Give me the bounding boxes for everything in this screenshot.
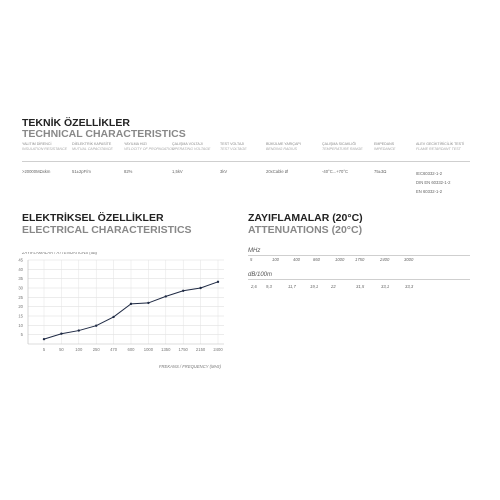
x-tick-label: 600 xyxy=(127,347,135,352)
tech-col-tr: YALITIM DİRENCİ xyxy=(22,142,52,146)
att-label: dB/100m xyxy=(248,272,273,278)
x-tick-label: 1000 xyxy=(143,347,154,352)
data-point xyxy=(78,329,80,331)
tech-col-5 xyxy=(266,142,301,151)
freq-value: 400 xyxy=(293,257,300,262)
data-point xyxy=(182,290,184,292)
tech-col-6 xyxy=(322,142,363,151)
tech-value-1: 51±2pF/m xyxy=(72,169,91,174)
tech-col-4 xyxy=(220,142,247,151)
data-point xyxy=(165,295,167,297)
tech-col-tr: EMPEDANS xyxy=(374,142,395,146)
tech-col-tr: ÇALIŞMA SICAKLIĞI xyxy=(322,142,357,146)
tech-col-tr: BÜKÜLME YARIÇAPI xyxy=(266,142,301,146)
tech-col-en: INSULATION RESISTANCE xyxy=(22,146,67,151)
attenuation-title-en: ATTENUATIONS (20°C) xyxy=(248,224,363,236)
att-row xyxy=(248,283,470,292)
technical-table-header xyxy=(22,140,470,162)
tech-col-8 xyxy=(416,142,464,151)
freq-value: 3000 xyxy=(404,257,414,262)
tech-col-3 xyxy=(172,142,210,151)
tech-col-0 xyxy=(22,142,67,151)
y-tick-label: 40 xyxy=(18,266,23,272)
att-value: 33,1 xyxy=(381,284,390,289)
freq-label: MHz xyxy=(248,248,261,254)
tech-col-en: VELOCITY OF PROPAGATION xyxy=(124,146,175,151)
tech-col-tr: TEST VOLTAJI xyxy=(220,142,245,146)
y-tick-label: 35 xyxy=(18,276,23,282)
data-point xyxy=(112,316,114,318)
tech-value-2: 82% xyxy=(124,169,133,174)
freq-value: 1750 xyxy=(355,257,365,262)
att-value: 19,1 xyxy=(310,284,319,289)
att-value: 2,6 xyxy=(251,284,257,289)
x-tick-label: 470 xyxy=(110,347,118,352)
x-tick-label: 2400 xyxy=(213,347,223,352)
data-point xyxy=(60,333,62,335)
freq-value: 1000 xyxy=(335,257,345,262)
tech-col-en: BENDING RADIUS xyxy=(266,146,297,151)
chart-y-ticks xyxy=(18,258,23,338)
data-point xyxy=(95,325,97,327)
x-tick-label: 2150 xyxy=(195,347,206,352)
tech-col-1 xyxy=(72,142,113,151)
chart-ylabel: ZAYIFLAMALAR / ATTENUATIONS (dB) xyxy=(22,252,98,255)
att-value: 22 xyxy=(331,284,336,289)
tech-col-en: FLAME RETARDANT TEST xyxy=(416,146,461,151)
freq-value: 5 xyxy=(250,257,253,262)
tech-col-2 xyxy=(124,142,174,151)
tech-value-6: -40°C...+70°C xyxy=(322,169,349,174)
x-tick-label: 1350 xyxy=(161,347,171,352)
technical-table-row xyxy=(22,162,470,192)
y-tick-label: 25 xyxy=(18,294,23,300)
tech-value-4: 3kV xyxy=(220,169,228,174)
x-tick-label: 5 xyxy=(42,347,46,352)
tech-value-8: IEC60332-1-2 DIN EN 60332-1-2 EN 60332-1-2 xyxy=(416,171,451,194)
x-tick-label: 1750 xyxy=(178,347,188,352)
att-value: 33,3 xyxy=(405,284,414,289)
att-divider xyxy=(248,279,470,280)
tech-col-en: OPERATING VOLTAGE xyxy=(172,146,211,151)
x-tick-label: 250 xyxy=(92,347,100,352)
data-point xyxy=(147,302,149,304)
freq-value: 2400 xyxy=(380,257,390,262)
electrical-title-en: ELECTRICAL CHARACTERISTICS xyxy=(22,224,192,236)
tech-value-5: 20xCable Ø xyxy=(266,169,289,174)
y-tick-label: 5 xyxy=(20,332,23,338)
freq-value: 100 xyxy=(272,257,279,262)
tech-col-tr: DİELEKTRİK KAPASİTE xyxy=(72,142,112,146)
chart-grid xyxy=(28,260,224,344)
technical-title-tr: TEKNİK ÖZELLİKLER xyxy=(22,117,130,129)
freq-value: 860 xyxy=(313,257,320,262)
y-tick-label: 20 xyxy=(18,304,23,310)
tech-col-tr: ÇALIŞMA VOLTAJI xyxy=(172,142,203,146)
technical-table xyxy=(22,140,470,192)
y-tick-label: 10 xyxy=(18,322,23,328)
att-value: 11,7 xyxy=(288,284,296,289)
attenuation-chart xyxy=(14,252,236,370)
y-tick-label: 30 xyxy=(18,285,23,291)
freq-row xyxy=(248,256,470,265)
tech-col-tr: ALEV GECİKTİRİCİLİK TESTİ xyxy=(416,142,465,146)
data-point xyxy=(43,338,45,340)
tech-value-0: >20000MΩxkm xyxy=(22,169,51,174)
tech-col-tr: YAYILMA HIZI xyxy=(124,142,147,146)
x-tick-label: 100 xyxy=(75,347,83,352)
y-tick-label: 15 xyxy=(18,313,23,319)
tech-col-en: IMPEDANCE xyxy=(374,146,396,151)
att-value: 9,3 xyxy=(266,284,272,289)
att-value: 31,5 xyxy=(356,284,365,289)
data-point xyxy=(130,303,132,305)
chart-xlabel: FREKANS / FREQUENCY (MHz) xyxy=(158,364,222,369)
tech-col-en: MUTUAL CAPACITANCE xyxy=(72,146,113,151)
tech-col-en: TEST VOLTAGE xyxy=(220,146,247,151)
tech-value-7: 75±3Ω xyxy=(374,169,387,174)
tech-col-7 xyxy=(374,142,395,151)
chart-x-ticks xyxy=(43,347,223,352)
data-point xyxy=(217,281,219,283)
tech-value-3: 1,5kV xyxy=(172,169,183,174)
data-point xyxy=(199,287,201,289)
technical-title-en: TECHNICAL CHARACTERISTICS xyxy=(22,128,186,140)
tech-col-en: TEMPERATURE RANGE xyxy=(322,146,363,151)
y-tick-label: 45 xyxy=(18,257,23,263)
x-tick-label: 50 xyxy=(59,347,64,352)
electrical-title-tr: ELEKTRİKSEL ÖZELLİKLER xyxy=(22,212,164,224)
attenuation-title-tr: ZAYIFLAMALAR (20°C) xyxy=(248,212,363,224)
